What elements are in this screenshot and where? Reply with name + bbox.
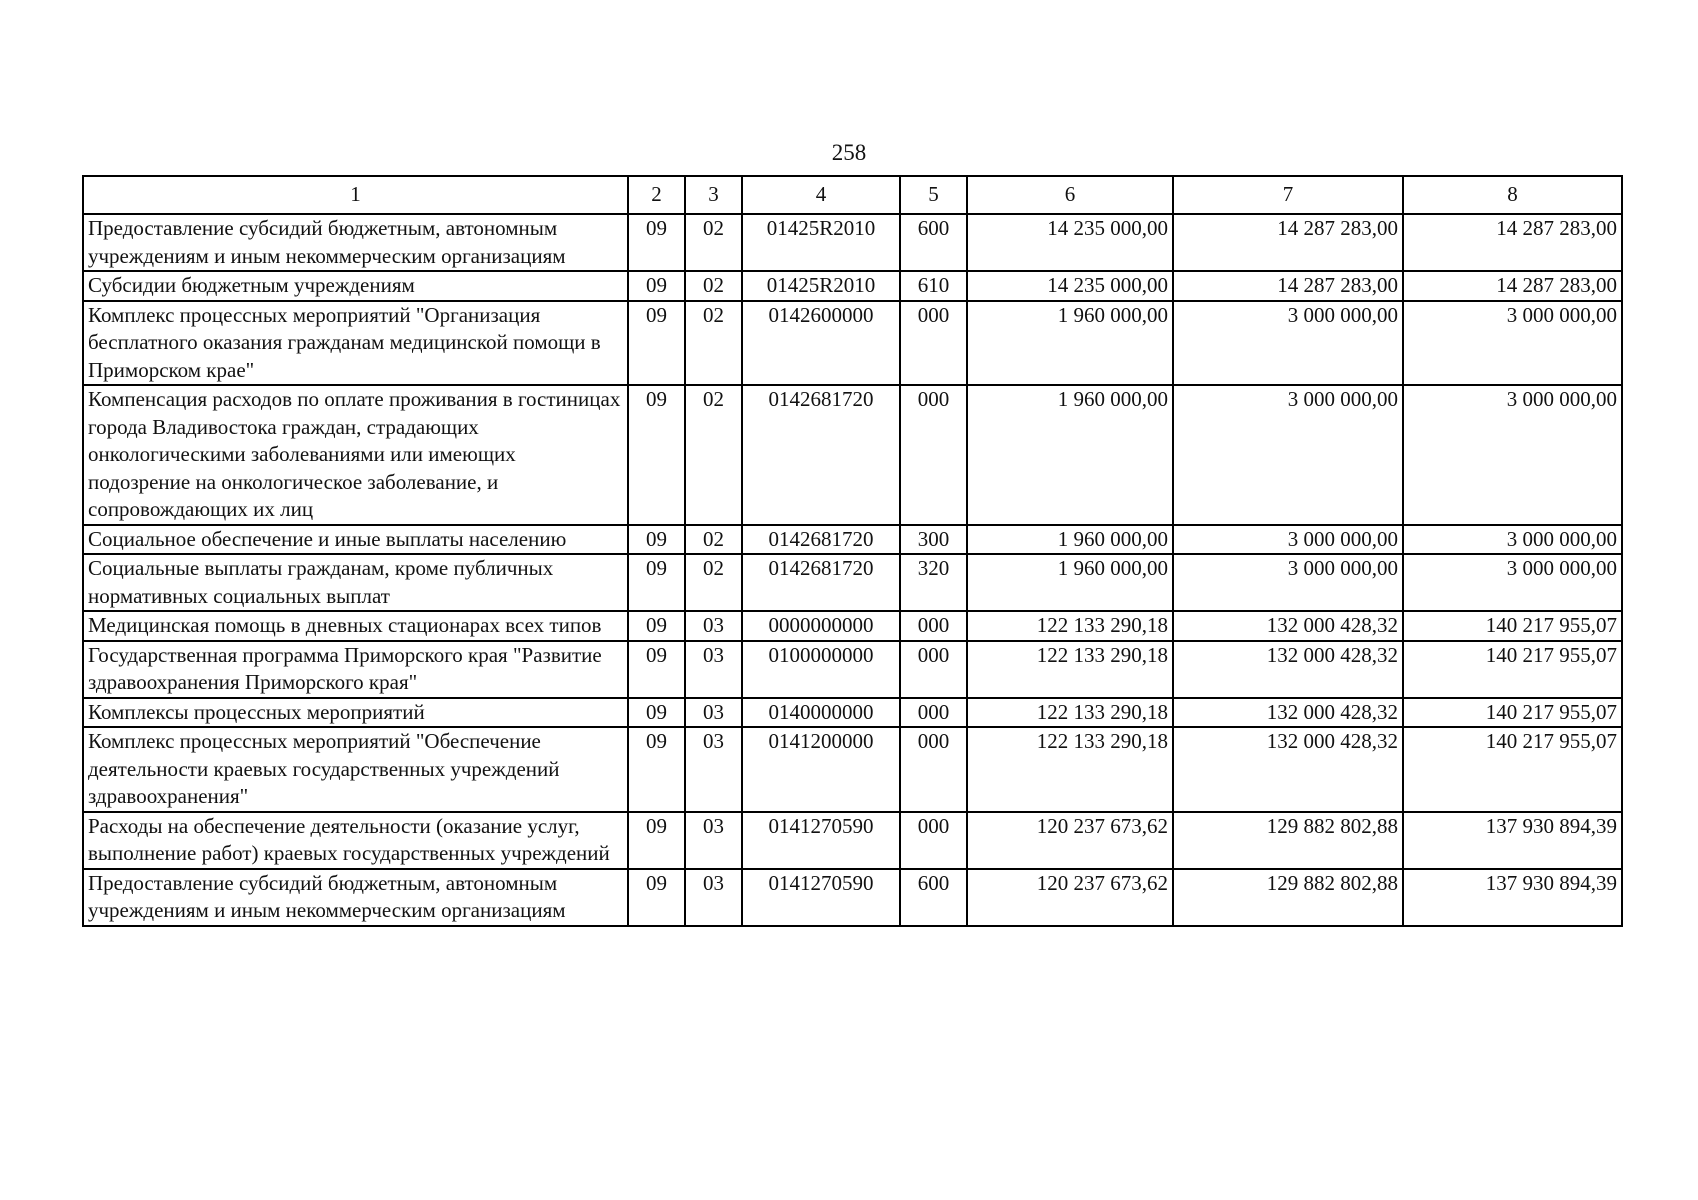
table-row [83, 554, 1622, 611]
amount-year-3: 137 930 894,39 [1403, 812, 1622, 869]
table-row [83, 869, 1622, 926]
amount-year-1: 1 960 000,00 [967, 301, 1173, 386]
table-row [83, 812, 1622, 869]
target-article-code: 0100000000 [742, 641, 900, 698]
table-row [83, 525, 1622, 555]
amount-year-3: 3 000 000,00 [1403, 301, 1622, 386]
section-code: 09 [628, 812, 685, 869]
target-article-code: 01425R2010 [742, 214, 900, 271]
table-row [83, 271, 1622, 301]
amount-year-2: 129 882 802,88 [1173, 869, 1403, 926]
expense-type-code: 600 [900, 214, 967, 271]
section-code: 09 [628, 611, 685, 641]
expense-name: Государственная программа Приморского края "Развитие здравоохранения Приморского края" [83, 641, 628, 698]
subsection-code: 02 [685, 301, 742, 386]
target-article-code: 0141270590 [742, 812, 900, 869]
expense-type-code: 600 [900, 869, 967, 926]
amount-year-1: 1 960 000,00 [967, 554, 1173, 611]
amount-year-2: 14 287 283,00 [1173, 271, 1403, 301]
table-row [83, 385, 1622, 525]
amount-year-2: 3 000 000,00 [1173, 554, 1403, 611]
amount-year-2: 3 000 000,00 [1173, 525, 1403, 555]
amount-year-1: 1 960 000,00 [967, 385, 1173, 525]
amount-year-2: 129 882 802,88 [1173, 812, 1403, 869]
section-code: 09 [628, 214, 685, 271]
subsection-code: 02 [685, 271, 742, 301]
target-article-code: 0142681720 [742, 525, 900, 555]
subsection-code: 03 [685, 698, 742, 728]
subsection-code: 03 [685, 812, 742, 869]
amount-year-3: 3 000 000,00 [1403, 554, 1622, 611]
amount-year-1: 122 133 290,18 [967, 641, 1173, 698]
table-row [83, 214, 1622, 271]
expense-name: Компенсация расходов по оплате проживания в гостиницах города Владивостока граждан, страдающих онкологическими заболеваниями или имеющих подозрение на онкологическое заболевание, и сопровождающих их лиц [83, 385, 628, 525]
budget-table [82, 175, 1623, 927]
amount-year-3: 137 930 894,39 [1403, 869, 1622, 926]
amount-year-3: 14 287 283,00 [1403, 214, 1622, 271]
column-header: 2 [628, 176, 685, 214]
table-row [83, 727, 1622, 812]
expense-type-code: 000 [900, 611, 967, 641]
target-article-code: 01425R2010 [742, 271, 900, 301]
expense-name: Социальное обеспечение и иные выплаты населению [83, 525, 628, 555]
column-header: 3 [685, 176, 742, 214]
expense-type-code: 320 [900, 554, 967, 611]
expense-name: Предоставление субсидий бюджетным, автономным учреждениям и иным некоммерческим организациям [83, 869, 628, 926]
target-article-code: 0000000000 [742, 611, 900, 641]
column-header: 4 [742, 176, 900, 214]
amount-year-2: 132 000 428,32 [1173, 611, 1403, 641]
subsection-code: 02 [685, 554, 742, 611]
expense-type-code: 000 [900, 641, 967, 698]
expense-type-code: 300 [900, 525, 967, 555]
amount-year-1: 122 133 290,18 [967, 698, 1173, 728]
section-code: 09 [628, 385, 685, 525]
subsection-code: 03 [685, 727, 742, 812]
amount-year-3: 140 217 955,07 [1403, 611, 1622, 641]
amount-year-2: 14 287 283,00 [1173, 214, 1403, 271]
amount-year-2: 3 000 000,00 [1173, 301, 1403, 386]
expense-type-code: 000 [900, 727, 967, 812]
section-code: 09 [628, 271, 685, 301]
amount-year-3: 140 217 955,07 [1403, 727, 1622, 812]
amount-year-2: 132 000 428,32 [1173, 727, 1403, 812]
expense-name: Медицинская помощь в дневных стационарах всех типов [83, 611, 628, 641]
amount-year-1: 14 235 000,00 [967, 214, 1173, 271]
subsection-code: 03 [685, 611, 742, 641]
table-row [83, 611, 1622, 641]
expense-name: Социальные выплаты гражданам, кроме публичных нормативных социальных выплат [83, 554, 628, 611]
section-code: 09 [628, 641, 685, 698]
column-header: 6 [967, 176, 1173, 214]
expense-name: Предоставление субсидий бюджетным, автономным учреждениям и иным некоммерческим организациям [83, 214, 628, 271]
target-article-code: 0142600000 [742, 301, 900, 386]
amount-year-3: 140 217 955,07 [1403, 698, 1622, 728]
section-code: 09 [628, 698, 685, 728]
column-header: 7 [1173, 176, 1403, 214]
subsection-code: 02 [685, 385, 742, 525]
expense-type-code: 000 [900, 301, 967, 386]
section-code: 09 [628, 301, 685, 386]
subsection-code: 02 [685, 214, 742, 271]
expense-name: Расходы на обеспечение деятельности (оказание услуг, выполнение работ) краевых государственных учреждений [83, 812, 628, 869]
target-article-code: 0141270590 [742, 869, 900, 926]
expense-name: Комплексы процессных мероприятий [83, 698, 628, 728]
target-article-code: 0141200000 [742, 727, 900, 812]
amount-year-2: 132 000 428,32 [1173, 698, 1403, 728]
subsection-code: 02 [685, 525, 742, 555]
amount-year-1: 1 960 000,00 [967, 525, 1173, 555]
amount-year-1: 122 133 290,18 [967, 727, 1173, 812]
amount-year-1: 120 237 673,62 [967, 812, 1173, 869]
table-row [83, 698, 1622, 728]
subsection-code: 03 [685, 641, 742, 698]
target-article-code: 0140000000 [742, 698, 900, 728]
expense-type-code: 000 [900, 698, 967, 728]
amount-year-2: 132 000 428,32 [1173, 641, 1403, 698]
expense-name: Комплекс процессных мероприятий "Организация бесплатного оказания гражданам медицинской помощи в Приморском крае" [83, 301, 628, 386]
target-article-code: 0142681720 [742, 554, 900, 611]
section-code: 09 [628, 727, 685, 812]
table-row [83, 301, 1622, 386]
table-row [83, 641, 1622, 698]
header-row [83, 176, 1622, 214]
page-number: 258 [831, 140, 867, 165]
expense-type-code: 000 [900, 385, 967, 525]
amount-year-3: 140 217 955,07 [1403, 641, 1622, 698]
column-header: 5 [900, 176, 967, 214]
column-header: 8 [1403, 176, 1622, 214]
expense-name: Субсидии бюджетным учреждениям [83, 271, 628, 301]
amount-year-1: 14 235 000,00 [967, 271, 1173, 301]
amount-year-2: 3 000 000,00 [1173, 385, 1403, 525]
expense-type-code: 610 [900, 271, 967, 301]
expense-type-code: 000 [900, 812, 967, 869]
subsection-code: 03 [685, 869, 742, 926]
amount-year-1: 122 133 290,18 [967, 611, 1173, 641]
amount-year-3: 14 287 283,00 [1403, 271, 1622, 301]
section-code: 09 [628, 525, 685, 555]
amount-year-3: 3 000 000,00 [1403, 385, 1622, 525]
section-code: 09 [628, 869, 685, 926]
target-article-code: 0142681720 [742, 385, 900, 525]
amount-year-1: 120 237 673,62 [967, 869, 1173, 926]
expense-name: Комплекс процессных мероприятий "Обеспечение деятельности краевых государственных учреждений здравоохранения" [83, 727, 628, 812]
amount-year-3: 3 000 000,00 [1403, 525, 1622, 555]
column-header: 1 [83, 176, 628, 214]
section-code: 09 [628, 554, 685, 611]
